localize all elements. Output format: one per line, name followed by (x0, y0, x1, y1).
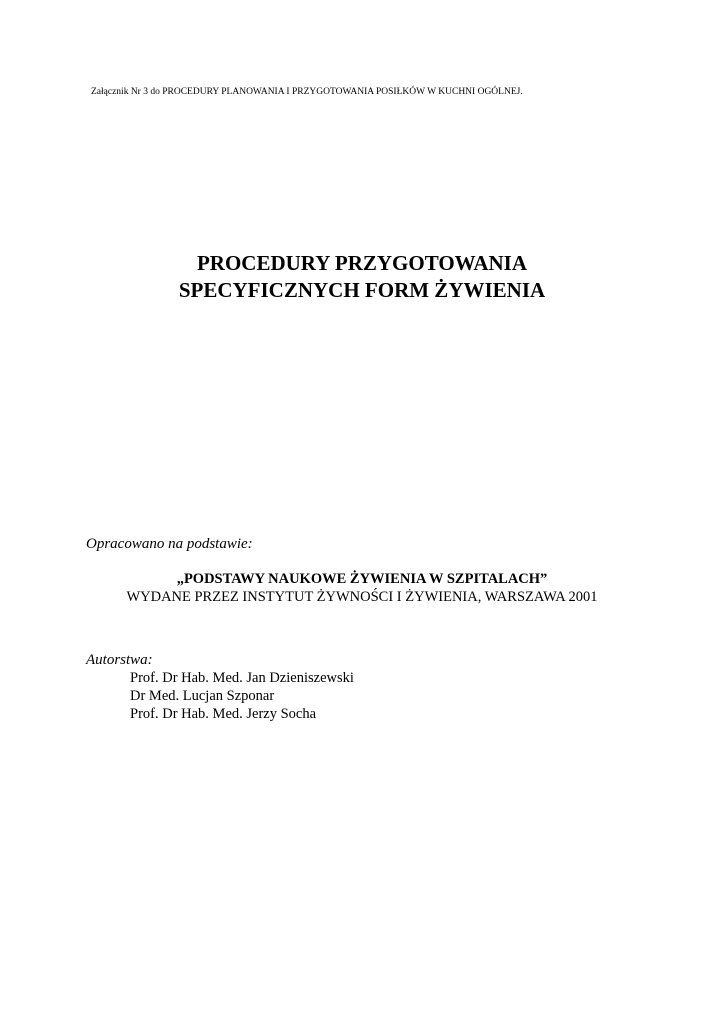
document-title-line-1: PROCEDURY PRZYGOTOWANIA (196, 251, 528, 275)
source-publisher: WYDANE PRZEZ INSTYTUT ŻYWNOŚCI I ŻYWIENIA, WARSZAWA 2001 (126, 589, 598, 605)
author-item: Prof. Dr Hab. Med. Jerzy Socha (130, 706, 317, 722)
document-title-line-2: SPECYFICZNYCH FORM ŻYWIENIA (178, 278, 546, 302)
authors-label: Autorstwa: (86, 652, 153, 668)
basis-label: Opracowano na podstawie: (86, 536, 253, 552)
author-item: Dr Med. Lucjan Szponar (130, 688, 275, 704)
attachment-note: Załącznik Nr 3 do PROCEDURY PLANOWANIA I PRZYGOTOWANIA POSIŁKÓW W KUCHNI OGÓLNEJ. (91, 87, 523, 97)
source-title: „PODSTAWY NAUKOWE ŻYWIENIA W SZPITALACH” (176, 571, 548, 587)
authors-list (130, 669, 354, 723)
source-reference (0, 570, 724, 606)
document-title (0, 250, 724, 304)
author-item: Prof. Dr Hab. Med. Jan Dzieniszewski (130, 670, 354, 686)
